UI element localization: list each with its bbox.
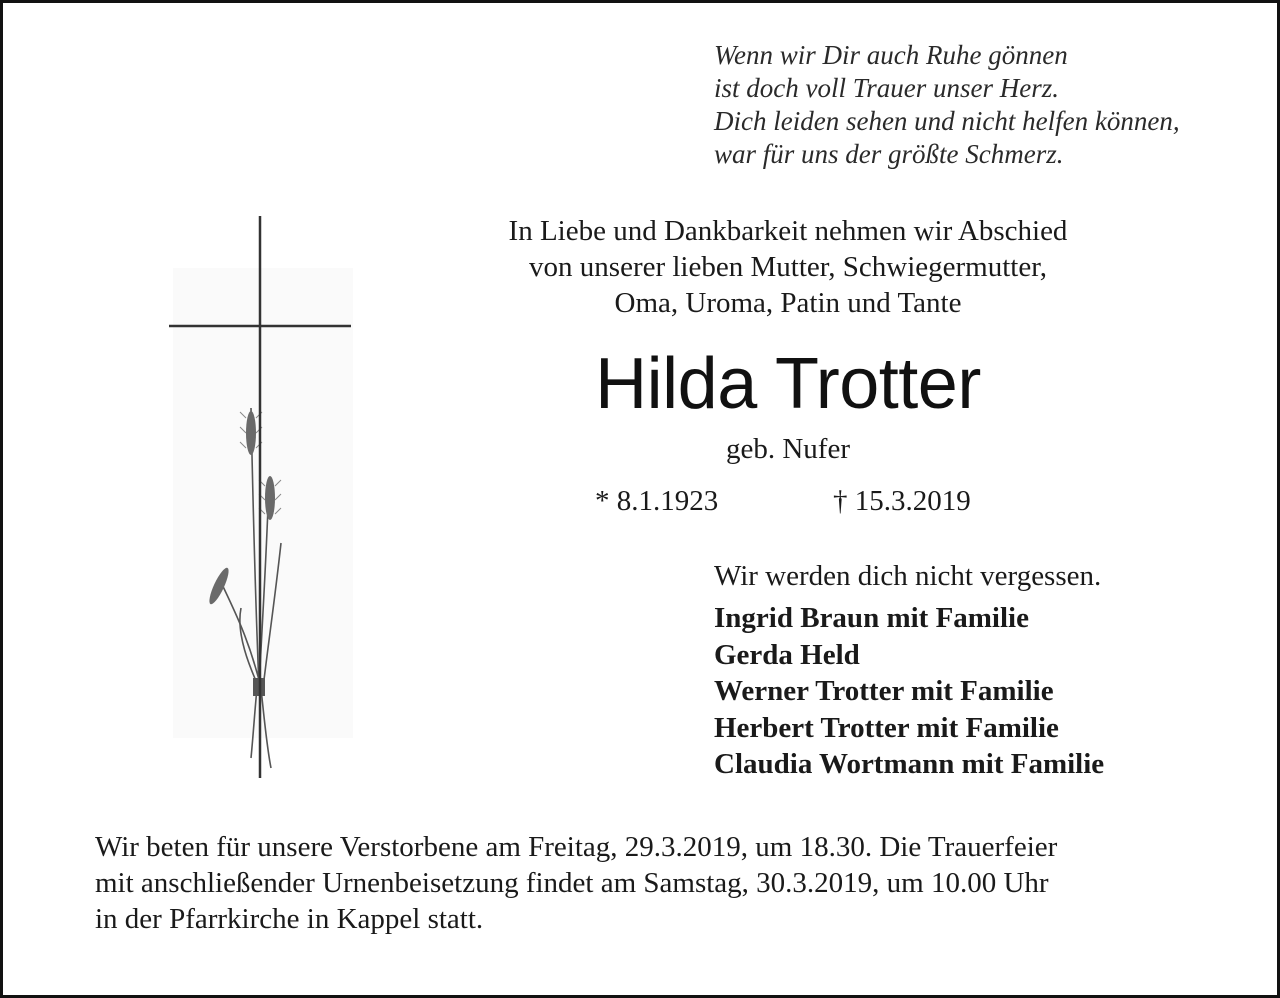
birth-date: * 8.1.1923	[595, 485, 719, 517]
intro-line: von unserer lieben Mutter, Schwiegermutter,	[529, 251, 1047, 283]
farewell-intro	[443, 213, 1133, 321]
deceased-name: Hilda Trotter	[595, 344, 981, 424]
intro-line: In Liebe und Dankbarkeit nehmen wir Abschied	[508, 215, 1068, 247]
poem-line: Wenn wir Dir auch Ruhe gönnen	[714, 40, 1068, 70]
maiden-name: geb. Nufer	[725, 433, 850, 465]
mourner-entry: Gerda Held	[714, 638, 860, 671]
mourner-entry: Ingrid Braun mit Familie	[714, 602, 1029, 634]
service-line: mit anschließender Urnenbeisetzung findet am Samstag, 30.3.2019, um 10.00 Uhr	[95, 867, 1049, 899]
mourners-list	[714, 600, 1104, 783]
service-line: in der Pfarrkirche in Kappel statt.	[95, 903, 484, 935]
mourner-entry: Werner Trotter mit Familie	[714, 675, 1054, 707]
memorial-poem	[714, 39, 1254, 171]
mourner-entry: Claudia Wortmann mit Familie	[714, 748, 1105, 780]
poem-line: war für uns der größte Schmerz.	[714, 139, 1064, 169]
remembrance-motto: Wir werden dich nicht vergessen.	[714, 560, 1102, 592]
cross-with-wheat-icon	[163, 208, 363, 788]
intro-line: Oma, Uroma, Patin und Tante	[614, 287, 962, 319]
service-line: Wir beten für unsere Verstorbene am Freitag, 29.3.2019, um 18.30. Die Trauerfeier	[95, 831, 1058, 863]
poem-line: Dich leiden sehen und nicht helfen können,	[714, 106, 1180, 136]
death-date: † 15.3.2019	[833, 485, 971, 517]
service-info	[95, 829, 1235, 937]
mourner-entry: Herbert Trotter mit Familie	[714, 711, 1059, 744]
poem-line: ist doch voll Trauer unser Herz.	[714, 73, 1060, 103]
